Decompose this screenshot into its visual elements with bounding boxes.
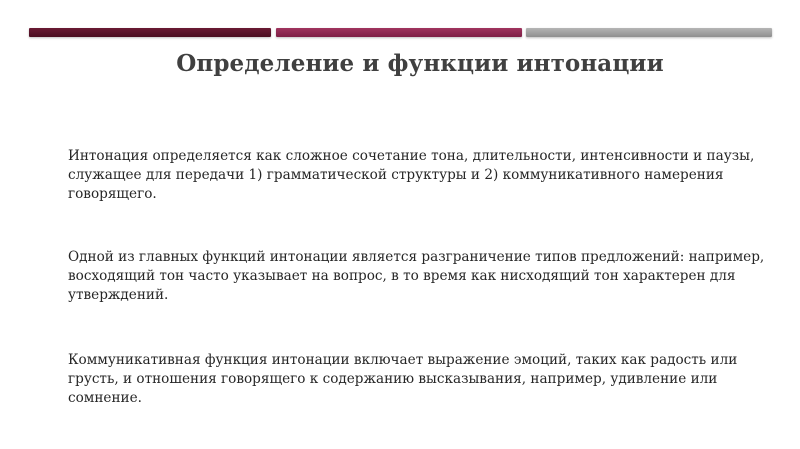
decorative-bar-left [29, 28, 271, 37]
slide-title: Определение и функции интонации [176, 50, 664, 77]
paragraph-definition: Интонация определяется как сложное сочетание тона, длительности, интенсивности и паузы, служащее для передачи 1) грамматической структуры и 2) коммуникативного намерения говорящего. [68, 148, 755, 202]
paragraph-sentence-types: Одной из главных функций интонации является разграничение типов предложений: например, восходящий тон часто указывает на вопрос, в то время как нисходящий тон характерен для утверждений. [68, 249, 765, 303]
decorative-bar-middle [276, 28, 522, 37]
paragraph-communicative-function: Коммуникативная функция интонации включает выражение эмоций, таких как радость или грусть, и отношения говорящего к содержанию высказывания, например, удивление или сомнение. [68, 352, 738, 406]
decorative-bar-right [526, 28, 772, 37]
